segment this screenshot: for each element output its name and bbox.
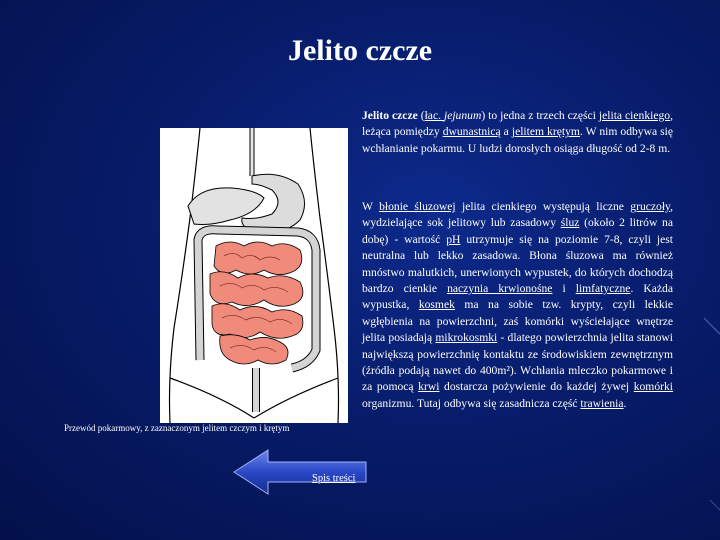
link-naczynia-krwionosne[interactable]: naczynia krwionośne (447, 282, 553, 296)
link-blonie-sluzowej[interactable]: błonie śluzowej (379, 200, 456, 213)
slide-title: Jelito czcze (287, 34, 433, 67)
text: a (500, 125, 512, 139)
link-sluz[interactable]: śluz (560, 216, 580, 230)
text: organizmu. Tutaj odbywa się zasadnicza część (362, 396, 581, 410)
link-ph[interactable]: pH (446, 232, 461, 246)
link-dwunastnica[interactable]: dwunastnicą (442, 125, 501, 139)
back-to-contents-button[interactable] (232, 448, 368, 496)
link-mikrokosmki[interactable]: mikrokosmki (435, 331, 498, 345)
link-gruczoly[interactable]: gruczoły (630, 200, 671, 213)
text: dostarcza pożywienie do każdej żywej (439, 380, 634, 394)
link-jelita-cienkiego[interactable]: jelita cienkiego (598, 109, 671, 122)
intro-paragraph (362, 108, 673, 157)
link-krwi[interactable]: krwi (418, 380, 440, 394)
intestine-diagram (160, 128, 348, 423)
link-komorki[interactable]: komórki (633, 380, 673, 394)
link-latin[interactable]: łac. (424, 109, 444, 122)
text: - dlatego powierzchnia jelita stanowi największą powierzchnię kontaktu ze środowiskiem zewnętrznym (źródła podają nawet do 400m²). Wchłania mleczko pokarmowe i za pomocą (362, 331, 673, 394)
text: ) to jedna z trzech części (481, 109, 599, 122)
digestive-tract-illustration (160, 128, 348, 423)
text: (około 2 litrów na dobę) - wartość (362, 216, 673, 246)
latin-term: jejunum (443, 109, 482, 122)
text: ( (417, 109, 425, 122)
text: W (362, 200, 380, 213)
mucosa-paragraph (362, 199, 673, 412)
term-bold: Jelito czcze (362, 109, 418, 122)
link-limfatyczne[interactable]: limfatyczne (575, 282, 631, 296)
figure-caption: Przewód pokarmowy, z zaznaczonym jelitem czczym i krętym (64, 423, 290, 433)
text: . Każda wypustka, (362, 282, 673, 312)
text: jelita cienkiego występują liczne (455, 200, 631, 213)
text: utrzymuje się na poziomie 7-8, czyli jest neutralna lub lekko zasadowa. Błona śluzowa ma również mnóstwo malutkich, unerwionych wypustek, do których dochodzą bardzo cienkie (362, 232, 673, 296)
link-trawienia[interactable]: trawienia (580, 396, 624, 410)
text: . (623, 396, 627, 410)
toc-link[interactable]: Spis treści (312, 473, 356, 484)
text: i (552, 282, 576, 296)
arrow-left-icon (232, 448, 368, 496)
text: . W nim odbywa się wchłanianie pokarmu. U ludzi dorosłych osiąga długość od 2-8 m. (362, 125, 674, 155)
text: , leżąca pomiędzy (362, 109, 674, 139)
link-kosmek[interactable]: kosmek (418, 298, 455, 312)
text: , wydzielające sok jelitowy lub zasadowy (362, 200, 673, 230)
text: ma na sobie tzw. krypty, czyli lekkie wgłębienia na powierzchni, zaś komórki wyściełające wnętrze jelita posiadają (362, 298, 673, 345)
link-jelitem-kretym[interactable]: jelitem krętym (511, 125, 580, 139)
